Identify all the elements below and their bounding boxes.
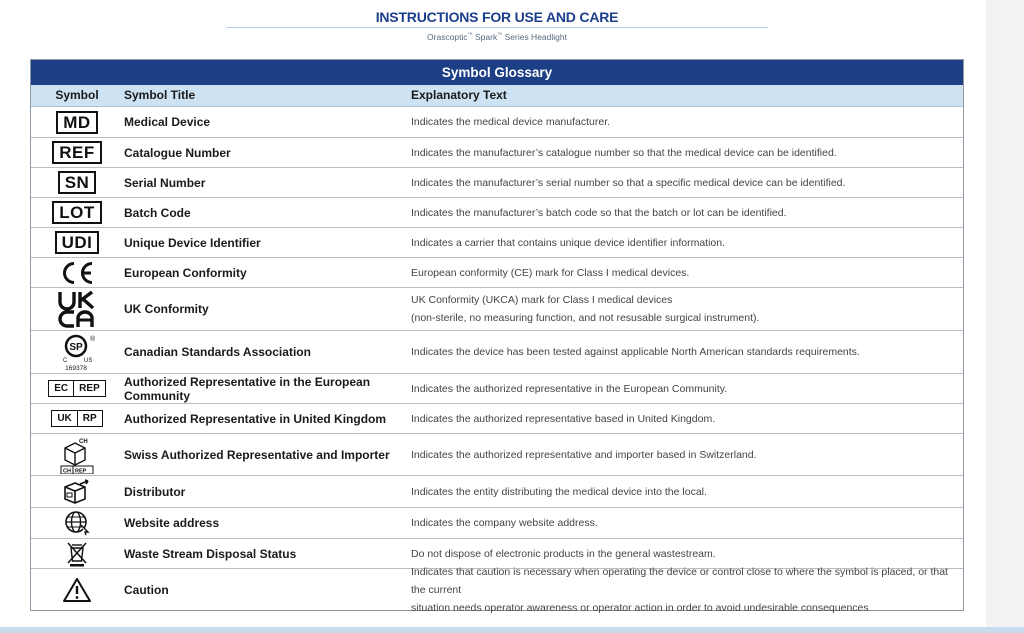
page-bottom-band <box>0 627 1024 633</box>
symbol-title: Catalogue Number <box>124 145 231 160</box>
subtitle-brand: Orascoptic <box>427 32 468 42</box>
symbol-title: Medical Device <box>124 115 211 129</box>
uk-label: UK <box>57 413 72 424</box>
csa-us-label: US <box>84 358 93 364</box>
symbol-title: Unique Device Identifier <box>124 235 261 250</box>
weee-bin-icon <box>31 541 123 567</box>
ch-label: CH <box>79 438 88 445</box>
ec-rep-symbol <box>48 380 105 397</box>
symbol-description <box>411 291 963 327</box>
ce-mark-icon <box>31 260 123 286</box>
title-divider <box>226 27 768 28</box>
symbol-title: Batch Code <box>124 205 191 220</box>
ec-label: EC <box>54 383 69 394</box>
column-header-title: Symbol Title <box>124 88 196 102</box>
ref-symbol: REF <box>52 141 102 164</box>
symbol-description: Indicates the manufacturer’s catalogue number so that the medical device can be identified. <box>411 146 837 159</box>
symbol-description: European conformity (CE) mark for Class I medical devices. <box>411 266 690 279</box>
rp-label: RP <box>77 411 102 426</box>
sn-symbol: SN <box>58 171 97 194</box>
column-header-symbol: Symbol <box>55 88 99 102</box>
table-row <box>31 197 963 227</box>
table-row <box>31 373 963 403</box>
trademark-mark: ™ <box>467 32 473 39</box>
symbol-title: UK Conformity <box>124 302 209 316</box>
symbol-title: Canadian Standards Association <box>124 345 311 359</box>
symbol-title: Caution <box>124 582 169 597</box>
table-row <box>31 403 963 433</box>
table-row <box>31 227 963 257</box>
ch-box-label: CH <box>63 468 71 474</box>
symbol-description: Indicates the authorized representative based in United Kingdom. <box>411 412 716 425</box>
table-row <box>31 475 963 507</box>
md-symbol: MD <box>56 111 97 134</box>
symbol-title: Website address <box>124 516 220 530</box>
lot-symbol: LOT <box>52 201 102 224</box>
symbol-description: Indicates the authorized representative and importer based in Switzerland. <box>411 448 757 461</box>
ukca-mark-icon <box>31 290 123 328</box>
table-row <box>31 565 963 614</box>
rep-label: REP <box>73 381 105 396</box>
page-margin-band <box>986 0 1024 633</box>
page-subtitle <box>0 32 994 42</box>
table-row <box>31 167 963 197</box>
table-row <box>31 106 963 137</box>
description-line: UK Conformity (UKCA) mark for Class I medical devices <box>411 294 673 306</box>
warning-triangle-icon <box>31 577 123 603</box>
uk-rp-symbol <box>51 410 102 427</box>
csa-mark-icon <box>31 332 123 372</box>
table-row <box>31 330 963 373</box>
glossary-header-row <box>31 85 963 106</box>
registered-mark: ® <box>90 336 96 343</box>
description-line: situation needs operator awareness or operator action in order to avoid undesirable consequences <box>411 601 869 614</box>
symbol-description: Indicates the medical device manufacturer. <box>411 116 611 128</box>
udi-symbol: UDI <box>55 231 100 254</box>
symbol-description: Indicates the manufacturer’s batch code so that the batch or lot can be identified. <box>411 206 787 219</box>
symbol-description: Do not dispose of electronic products in the general wastestream. <box>411 547 716 560</box>
symbol-title: Authorized Representative in the European Community <box>124 374 371 403</box>
symbol-title: Distributor <box>124 484 186 499</box>
description-line: Indicates that caution is necessary when operating the device or control close to where the symbol is placed, or that the current <box>411 565 948 596</box>
symbol-glossary-table <box>30 59 964 614</box>
symbol-description: Indicates the entity distributing the medical device into the local. <box>411 485 707 498</box>
glossary-title: Symbol Glossary <box>31 60 963 85</box>
ch-rep-importer-icon <box>31 436 123 474</box>
rep-box-label: REP <box>75 468 87 474</box>
symbol-description <box>411 563 963 617</box>
symbol-title: Serial Number <box>124 175 206 190</box>
globe-icon <box>31 510 123 536</box>
page-title: INSTRUCTIONS FOR USE AND CARE <box>375 9 619 25</box>
symbol-title: Swiss Authorized Representative and Importer <box>124 447 390 462</box>
column-header-text: Explanatory Text <box>411 88 507 102</box>
description-line: (non-sterile, no measuring function, and not resusable surgical instrument). <box>411 312 760 324</box>
subtitle-product: Spark <box>472 32 498 42</box>
symbol-title: Authorized Representative in United Kingdom <box>124 411 387 426</box>
csa-c-label: C <box>63 358 68 364</box>
table-row <box>31 433 963 475</box>
subtitle-series: Series Headlight <box>502 32 567 42</box>
symbol-title: European Conformity <box>124 265 247 280</box>
distributor-icon <box>31 479 123 505</box>
table-row <box>31 137 963 167</box>
table-row <box>31 287 963 330</box>
csa-certificate-number: 169378 <box>65 365 87 372</box>
trademark-mark: ™ <box>497 32 503 39</box>
symbol-description: Indicates the authorized representative in the European Community. <box>411 382 728 395</box>
symbol-description: Indicates a carrier that contains unique device identifier information. <box>411 236 726 249</box>
table-row <box>31 507 963 538</box>
symbol-description: Indicates the company website address. <box>411 517 598 529</box>
symbol-description: Indicates the device has been tested against applicable North American standards requirements. <box>411 346 860 358</box>
symbol-description: Indicates the manufacturer’s serial number so that a specific medical device can be identified. <box>411 176 846 189</box>
table-row <box>31 257 963 287</box>
symbol-title: Waste Stream Disposal Status <box>124 546 297 561</box>
csa-mark-letters: SP <box>69 342 83 353</box>
